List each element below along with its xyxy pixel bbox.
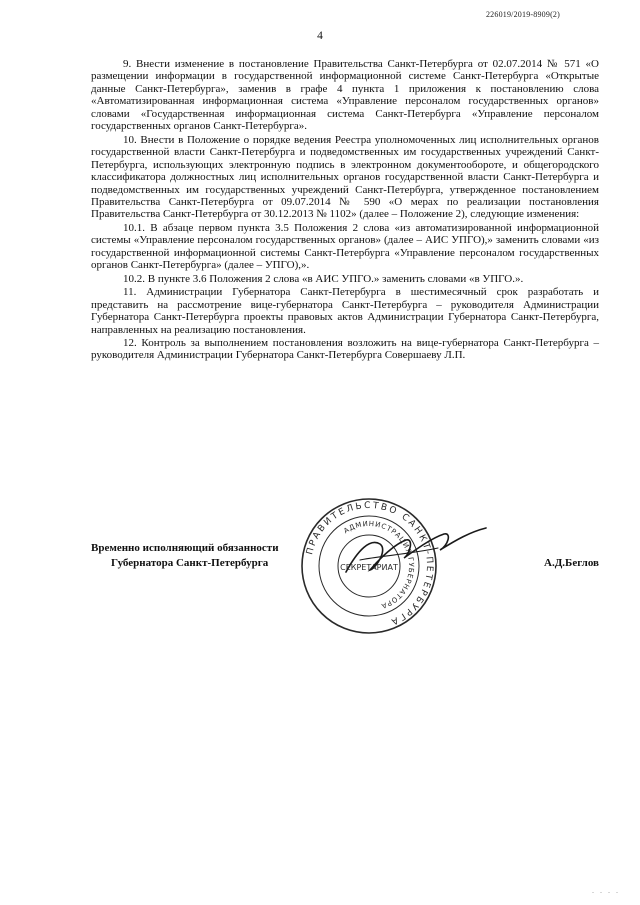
paragraph-9: 9. Внести изменение в постановление Правительства Санкт-Петербурга от 02.07.2014 № 571 «О размещении информации в государственной информационной системе Санкт-Петербурга «Открытые данные Санкт-Петербурга», заменив в графе 4 пункта 1 приложения к постановлению слова «Автоматизированная информационная система «Управление персоналом государственных органов» словами «Государственная информационная система Санкт-Петербурга «Управление персоналом государственных органов Санкт-Петербурга». bbox=[91, 58, 599, 133]
registration-number: 226019/2019-8909(2) bbox=[485, 10, 560, 19]
paragraph-11: 11. Администрации Губернатора Санкт-Петербурга в шестимесячный срок разработать и представить на рассмотрение вице-губернатора Санкт-Петербурга – руководителя Администрации Губернатора Санкт-Петербурга проекты правовых актов Администрации Губернатора Санкт-Петербурга, направленных на реализацию постановления. bbox=[91, 286, 599, 336]
paragraph-10-1: 10.1. В абзаце первом пункта 3.5 Положения 2 слова «из автоматизированной информационной системы «Управление персоналом государственных органов» (далее – АИС УПГО),» заменить словами «из государственной информационной системы Санкт-Петербурга «Управление персоналом государственных органов Санкт-Петербурга» (далее – УПГО),». bbox=[91, 221, 599, 272]
paragraph-10: 10. Внести в Положение о порядке ведения Реестра уполномоченных лиц исполнительных органов государственной власти Санкт-Петербурга и подведомственных им государственных учреждений Санкт-Петербурга, использующих электронную подпись в электронном документообороте, и общегородского классификатора должностных лиц исполнительных органов государственной власти Санкт-Петербурга и подведомственных им государственных учреждений Санкт-Петербурга, утвержденное постановлением Правительства Санкт-Петербурга от 09.07.2014 № 590 «О мерах по реализации постановления Правительства Санкт-Петербурга от 30.12.2013 № 1102» (далее – Положение 2), следующие изменения: bbox=[91, 133, 599, 221]
document-body bbox=[91, 58, 599, 363]
signatory-title-line1: Временно исполняющий обязанности bbox=[91, 542, 279, 554]
seal-inner-text: АДМИНИСТРАЦИЯ ГУБЕРНАТОРА bbox=[342, 519, 416, 611]
paragraph-10-2: 10.2. В пункте 3.6 Положения 2 слова «в АИС УПГО.» заменить словами «в УПГО.». bbox=[123, 272, 524, 285]
seal-outer-text: ПРАВИТЕЛЬСТВО САНКТ-ПЕТЕРБУРГА bbox=[305, 500, 435, 627]
page-number: 4 bbox=[317, 30, 323, 42]
seal-center-text: СЕКРЕТАРИАТ bbox=[340, 563, 398, 572]
signatory-name: А.Д.Беглов bbox=[544, 557, 599, 569]
paragraph-12: 12. Контроль за выполнением постановления возложить на вице-губернатора Санкт-Петербурга – руководителя Администрации Губернатора Санкт-Петербурга Совершаеву Л.П. bbox=[91, 336, 599, 362]
signature-block bbox=[91, 532, 599, 652]
footer-marks: . . . . bbox=[592, 886, 620, 895]
signatory-title-line2: Губернатора Санкт-Петербурга bbox=[111, 557, 269, 569]
